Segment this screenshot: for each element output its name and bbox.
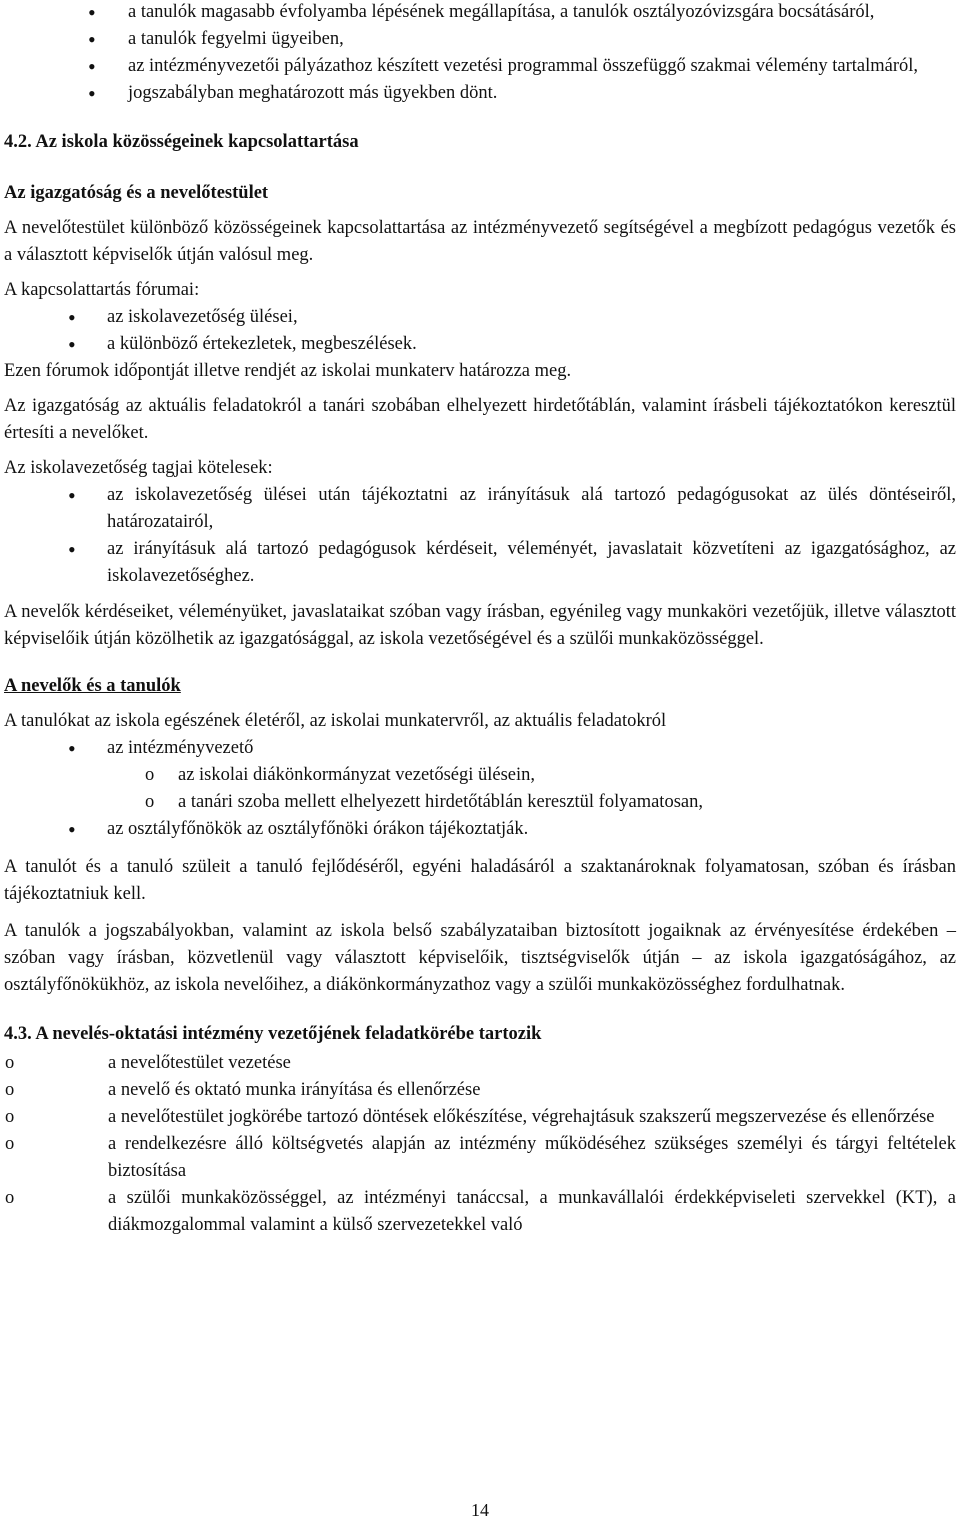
list-item: • az osztályfőnökök az osztályfőnöki órákon tájékoztatják. <box>4 816 956 843</box>
list-item: • az iskolavezetőség ülései után tájékoztatni az irányításuk alá tartozó pedagógusokat az ülés döntéseiről, határozatairól, <box>4 482 956 536</box>
subheading-igazgatosag: Az igazgatóság és a nevelőtestület <box>4 183 269 203</box>
document-page <box>4 0 956 1239</box>
list-item: o a szülői munkaközösséggel, az intézményi tanáccsal, a munkavállalói érdekképviseleti szervekkel (KT), a diákmozgalommal valamint a külső szervezetekkel való <box>4 1185 956 1239</box>
list-item: o az iskolai diákönkormányzat vezetőségi ülésein, <box>4 762 956 789</box>
paragraph: A nevelők kérdéseiket, véleményüket, javaslataikat szóban vagy írásban, egyénileg vagy munkaköri vezetőjük, illetve választott képviselőik útján közölhetik az igazgatósággal, az iskola vezetőségével és a szülői munkaközösséggel. <box>4 602 956 649</box>
paragraph: Az iskolavezetőség tagjai kötelesek: <box>4 458 273 478</box>
list-item: o a nevelőtestület jogkörébe tartozó döntések előkészítése, végrehajtásuk szakszerű megszervezése és ellenőrzése <box>4 1104 956 1131</box>
list-item: o a nevelő és oktató munka irányítása és ellenőrzése <box>4 1077 956 1104</box>
list-item: • a különböző értekezletek, megbeszélések. <box>4 331 956 358</box>
list-item: • az intézményvezető <box>4 735 956 762</box>
list-item: • az intézményvezetői pályázathoz készített vezetési programmal összefüggő szakmai vélemény tartalmáról, <box>4 53 956 80</box>
list-item: o a nevelőtestület vezetése <box>4 1050 956 1077</box>
section-4-3-heading: 4.3. A nevelés-oktatási intézmény vezetőjének feladatkörébe tartozik <box>4 1024 542 1044</box>
list-item: • a tanulók magasabb évfolyamba lépésének megállapítása, a tanulók osztályozóvizsgára bocsátásáról, <box>4 0 956 26</box>
paragraph: A nevelőtestület különböző közösségeinek kapcsolattartása az intézményvezető segítségével a megbízott pedagógus vezetők és a választott képviselők útján valósul meg. <box>4 218 956 265</box>
duties-list <box>4 482 956 590</box>
paragraph: A tanulókat az iskola egészének életéről, az iskolai munkatervről, az aktuális feladatokról <box>4 711 667 731</box>
informer-list <box>4 735 956 762</box>
list-item: • az iskolavezetőség ülései, <box>4 304 956 331</box>
section-4-2-heading: 4.2. Az iskola közösségeinek kapcsolattartása <box>4 132 359 152</box>
top-bullet-list <box>4 0 956 107</box>
paragraph: Ezen fórumok időpontját illetve rendjét az iskolai munkaterv határozza meg. <box>4 361 572 381</box>
list-item: • jogszabályban meghatározott más ügyekben dönt. <box>4 80 956 107</box>
forum-list <box>4 304 956 358</box>
paragraph: Az igazgatóság az aktuális feladatokról a tanári szobában elhelyezett hirdetőtáblán, valamint írásbeli tájékoztatókon keresztül értesíti a nevelőket. <box>4 396 956 443</box>
subheading-nevelok-tanulok: A nevelők és a tanulók <box>4 676 181 696</box>
paragraph: A tanulók a jogszabályokban, valamint az iskola belső szabályzataiban biztosított jogaiknak az érvényesítése érdekében – szóban vagy írásban, közvetlenül vagy választott képviselőik, tisztségviselők útján – az iskola igazgatóságához, az osztályfőnökükhöz, az iskola nevelőihez, a diákönkormányzathoz vagy a szülői munkaközösséghez fordulhatnak. <box>4 921 956 995</box>
paragraph: A kapcsolattartás fórumai: <box>4 280 200 300</box>
duties-4-3-list <box>4 1050 956 1239</box>
list-item: o a rendelkezésre álló költségvetés alapján az intézmény működéséhez szükséges személyi és tárgyi feltételek biztosítása <box>4 1131 956 1185</box>
list-item: o a tanári szoba mellett elhelyezett hirdetőtáblán keresztül folyamatosan, <box>4 789 956 816</box>
list-item: • a tanulók fegyelmi ügyeiben, <box>4 26 956 53</box>
page-number: 14 <box>471 1500 489 1520</box>
informer-list-2 <box>4 816 956 843</box>
list-item: • az irányításuk alá tartozó pedagógusok kérdéseit, véleményét, javaslatait közvetíteni az igazgatósághoz, az iskolavezetőséghez. <box>4 536 956 590</box>
informer-sublist <box>4 762 956 816</box>
paragraph: A tanulót és a tanuló szüleit a tanuló fejlődéséről, egyéni haladásáról a szaktanároknak folyamatosan, szóban és írásban tájékoztatniuk kell. <box>4 857 956 904</box>
